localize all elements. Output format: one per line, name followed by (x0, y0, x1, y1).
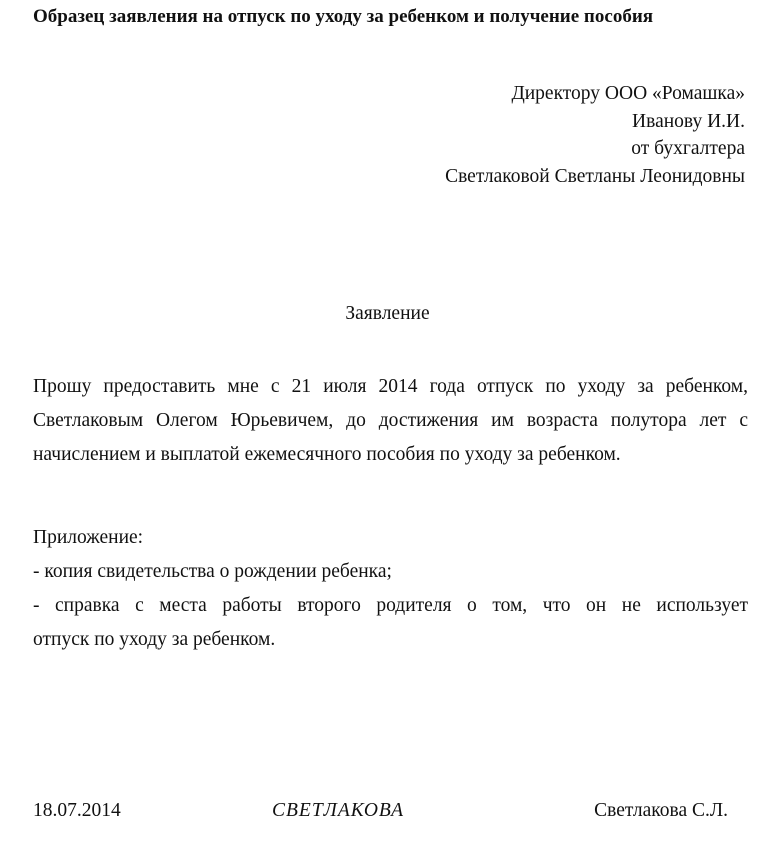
document-title: Образец заявления на отпуск по уходу за ребенком и получение пособия (33, 6, 654, 27)
addressee-block (445, 80, 745, 190)
addressee-position: Директору ООО «Ромашка» (511, 83, 745, 104)
attachments-block (33, 521, 748, 657)
statement-heading: Заявление (345, 303, 430, 324)
statement-date: 18.07.2014 (33, 800, 121, 821)
attachment-item: - копия свидетельства о рождении ребенка; (33, 561, 392, 582)
sender-name: Светлаковой Светланы Леонидовны (445, 165, 745, 187)
handwritten-signature: СВЕТЛАКОВА (272, 800, 404, 821)
attachment-item-continuation: отпуск по уходу за ребенком. (33, 629, 276, 650)
sender-position: от бухгалтера (631, 138, 745, 159)
attachment-item: - справка с места работы второго родителя о том, что он не использует (33, 595, 748, 616)
attachments-label: Приложение: (33, 527, 144, 548)
statement-body: Прошу предоставить мне с 21 июля 2014 года отпуск по уходу за ребенком, Светлаковым Олегом Юрьевичем, до достижения им возраста полутора лет с начислением и выплатой ежемесячного пособия по уходу за ребенком. (33, 376, 748, 465)
signer-name: Светлакова С.Л. (594, 800, 728, 821)
addressee-name: Иванову И.И. (632, 110, 745, 132)
